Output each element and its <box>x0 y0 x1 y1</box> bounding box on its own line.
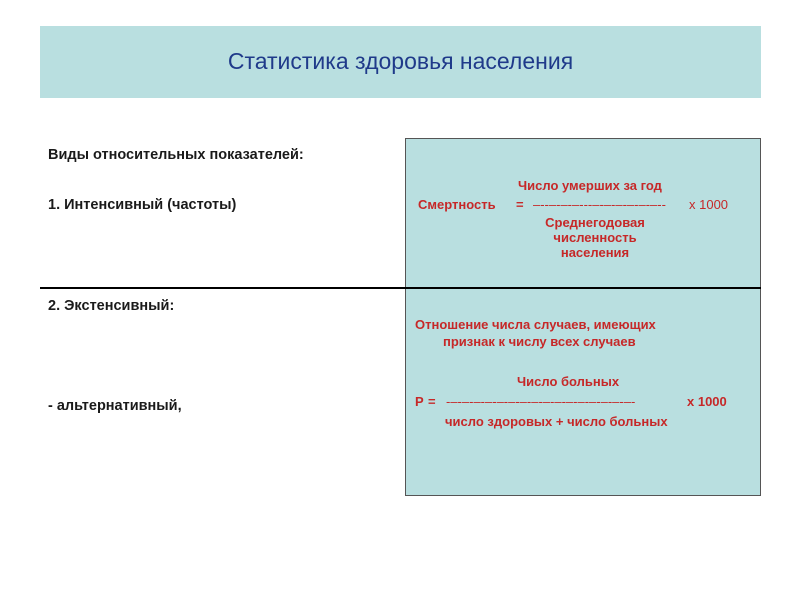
title-band <box>40 26 761 98</box>
mortality-fraction-line: –--–-–-–---–-–-–-–-–-–-- <box>533 197 666 212</box>
extensive-definition-line1: Отношение числа случаев, имеющих <box>415 317 656 332</box>
intensive-label: 1. Интенсивный (частоты) <box>48 197 237 213</box>
alternative-label: - альтернативный, <box>48 398 182 414</box>
alternative-fraction-line: -–-–-–-–-–-–-–-–-–-–-–-–-–-–-–-–- <box>446 394 636 409</box>
alternative-name: P <box>415 394 424 409</box>
extensive-definition-line2: признак к числу всех случаев <box>443 334 636 349</box>
alternative-multiplier: х 1000 <box>687 394 727 409</box>
section-divider <box>40 287 761 289</box>
mortality-numerator: Число умерших за год <box>518 178 662 193</box>
extensive-label: 2. Экстенсивный: <box>48 298 175 314</box>
page-title: Статистика здоровья населения <box>227 48 574 74</box>
mortality-name: Смертность <box>418 197 496 212</box>
alternative-numerator: Число больных <box>517 374 620 389</box>
alternative-equals: = <box>428 394 436 409</box>
mortality-denominator-2: численность <box>553 230 637 245</box>
types-heading: Виды относительных показателей: <box>48 147 304 163</box>
mortality-multiplier: х 1000 <box>689 197 729 212</box>
mortality-denominator-1: Среднегодовая <box>545 215 645 230</box>
mortality-equals: = <box>516 197 524 212</box>
alternative-denominator: число здоровых + число больных <box>445 414 668 429</box>
mortality-denominator-3: населения <box>560 245 630 260</box>
